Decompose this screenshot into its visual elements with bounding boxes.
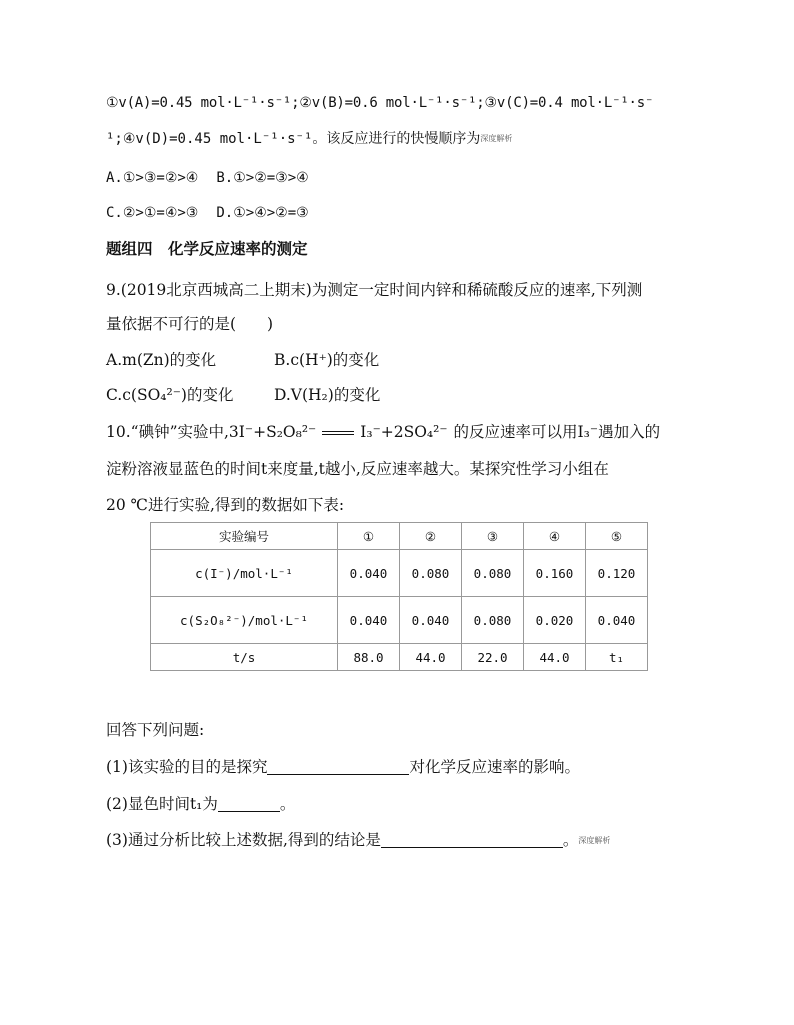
q10-stem-line-1 xyxy=(106,421,660,443)
answer-3-blank[interactable] xyxy=(381,832,563,848)
q9-option-c: C.c(SO₄²⁻)的变化 xyxy=(106,386,234,404)
table-header-cell: ④ xyxy=(524,523,586,550)
table-header-cell: ⑤ xyxy=(586,523,648,550)
q8-option-line-1: ①v(A)=0.45 mol·L⁻¹·s⁻¹;②v(B)=0.6 mol·L⁻¹·s⁻¹;③v(C)=0.4 mol·L⁻¹·s⁻ xyxy=(106,95,654,111)
q8-line2-text: ¹;④v(D)=0.45 mol·L⁻¹·s⁻¹。该反应进行的快慢顺序为 xyxy=(106,131,481,147)
q9-stem-line-1: 9.(2019北京西城高二上期末)为测定一定时间内锌和稀硫酸反应的速率,下列测 xyxy=(106,281,643,299)
q8-option-c: C.②>①=④>③ xyxy=(106,205,199,221)
answer-2-suffix: 。 xyxy=(279,795,296,813)
q10-products: I₃⁻+2SO₄²⁻ xyxy=(360,423,448,441)
q9-option-d: D.V(H₂)的变化 xyxy=(274,386,381,404)
q8-choices-cd xyxy=(106,202,309,224)
table-cell: 0.080 xyxy=(462,550,524,597)
answer-1-suffix: 对化学反应速率的影响。 xyxy=(409,758,580,776)
table-header-cell: ① xyxy=(338,523,400,550)
table-cell: 0.020 xyxy=(524,597,586,644)
q10-after-equation: 的反应速率可以用I₃⁻遇加入的 xyxy=(453,423,661,441)
group4-title: 题组四 化学反应速率的测定 xyxy=(106,240,308,258)
q10-stem-line-3: 20 ℃进行实验,得到的数据如下表: xyxy=(106,496,345,514)
q8-option-b: B.①>②=③>④ xyxy=(216,170,309,186)
q10-stem-line-2: 淀粉溶液显蓝色的时间t来度量,t越小,反应速率越大。某探究性学习小组在 xyxy=(106,460,609,478)
q9-option-b: B.c(H⁺)的变化 xyxy=(274,351,380,369)
table-cell: 88.0 xyxy=(338,644,400,671)
answer-3 xyxy=(106,829,610,852)
q10-number: 10. xyxy=(106,423,131,441)
answer-2-blank[interactable] xyxy=(218,796,280,812)
q8-option-a: A.①>③=②>④ xyxy=(106,170,199,186)
analysis-tag: 深度解析 xyxy=(480,134,513,143)
table-cell: 0.160 xyxy=(524,550,586,597)
table-header-row xyxy=(151,523,648,550)
table-header-cell: ③ xyxy=(462,523,524,550)
q8-option-line-2 xyxy=(106,128,512,150)
table-cell: 0.080 xyxy=(400,550,462,597)
answers-intro: 回答下列问题: xyxy=(106,721,205,739)
answer-1-prefix: (1)该实验的目的是探究 xyxy=(106,758,268,776)
table-cell: 22.0 xyxy=(462,644,524,671)
q9-choices-cd xyxy=(106,384,380,406)
table-cell: t₁ xyxy=(586,644,648,671)
analysis-tag: 深度解析 xyxy=(578,836,611,845)
table-cell: 0.040 xyxy=(586,597,648,644)
data-table xyxy=(150,522,648,671)
answer-1 xyxy=(106,756,580,778)
table-cell: 0.080 xyxy=(462,597,524,644)
answer-3-suffix: 。 xyxy=(562,831,579,849)
q9-option-a: A.m(Zn)的变化 xyxy=(106,351,217,369)
row-label: c(I⁻)/mol·L⁻¹ xyxy=(151,550,338,597)
row-label: t/s xyxy=(151,644,338,671)
q9-stem-line-2: 量依据不可行的是( ) xyxy=(106,315,274,333)
table-cell: 0.040 xyxy=(338,550,400,597)
table-row xyxy=(151,644,648,671)
answer-2 xyxy=(106,793,295,815)
q9-choices-ab xyxy=(106,349,379,371)
q10-reactants: “碘钟”实验中,3I⁻+S₂O₈²⁻ xyxy=(130,423,317,441)
table-cell: 0.120 xyxy=(586,550,648,597)
q8-option-d: D.①>④>②=③ xyxy=(216,205,309,221)
table-row xyxy=(151,550,648,597)
table-cell: 0.040 xyxy=(400,597,462,644)
q8-choices-ab xyxy=(106,167,309,189)
table-header-cell: ② xyxy=(400,523,462,550)
equals-sign-icon xyxy=(322,429,354,437)
table-row xyxy=(151,597,648,644)
table-header-cell: 实验编号 xyxy=(151,523,338,550)
table-cell: 44.0 xyxy=(400,644,462,671)
answer-1-blank[interactable] xyxy=(267,759,409,775)
table-cell: 0.040 xyxy=(338,597,400,644)
answer-2-prefix: (2)显色时间t₁为 xyxy=(106,795,218,813)
row-label: c(S₂O₈²⁻)/mol·L⁻¹ xyxy=(151,597,338,644)
answer-3-prefix: (3)通过分析比较上述数据,得到的结论是 xyxy=(106,831,381,849)
table-cell: 44.0 xyxy=(524,644,586,671)
